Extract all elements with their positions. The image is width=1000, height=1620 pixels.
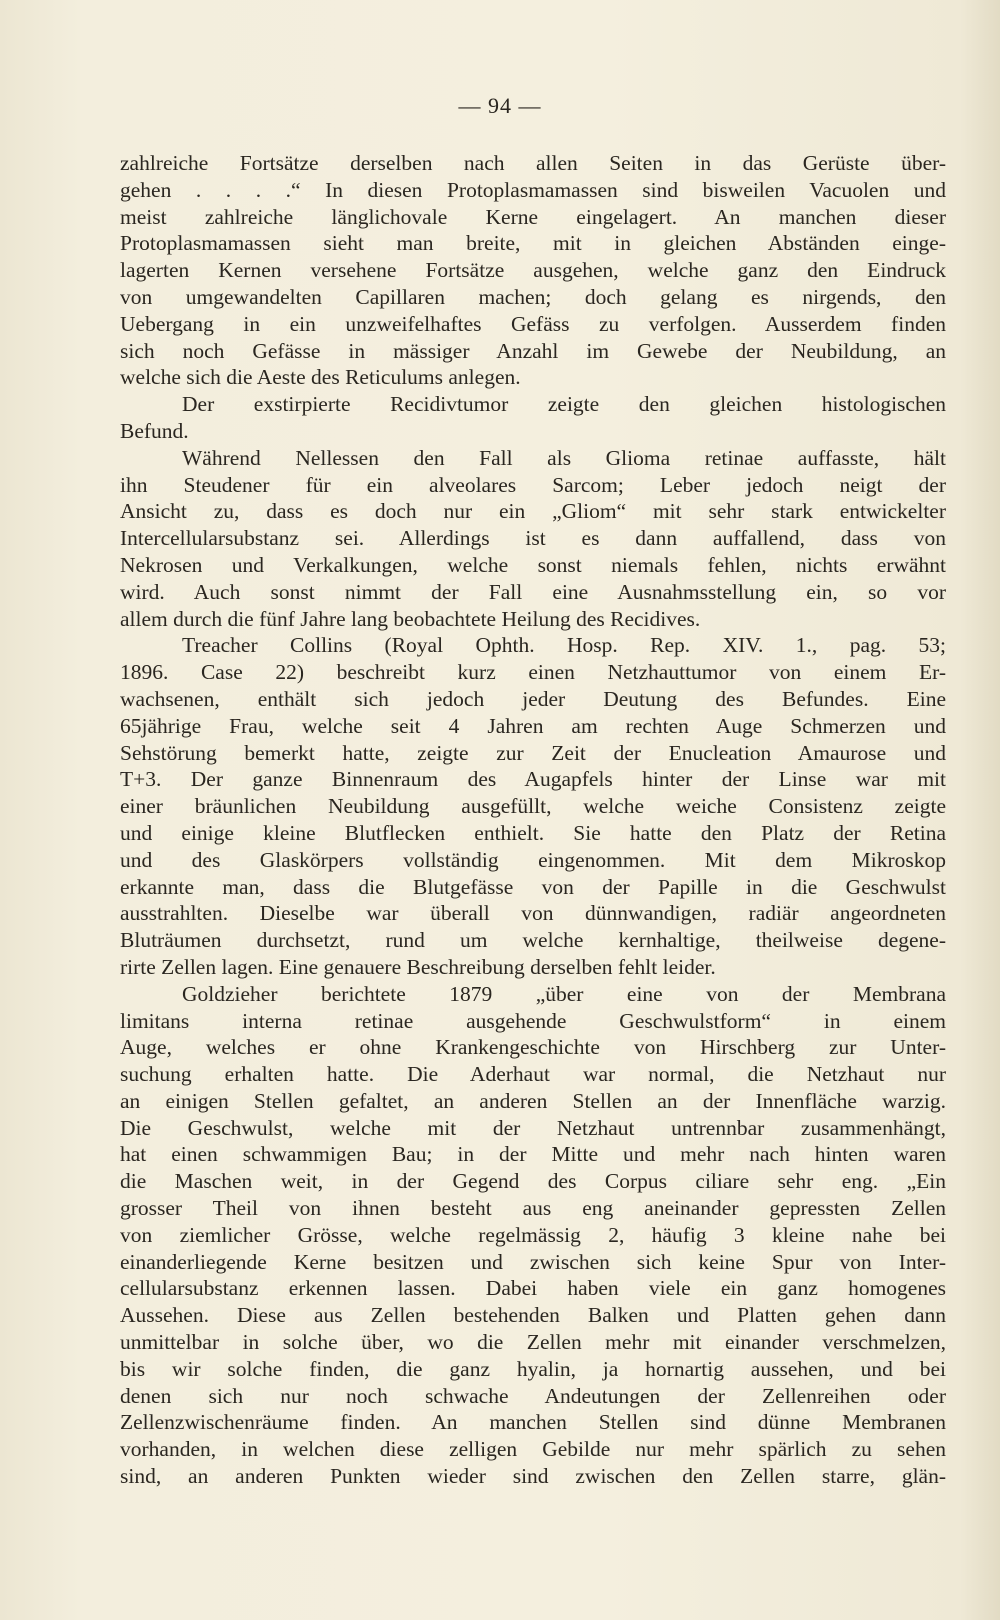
- text-line: wird. Auch sonst nimmt der Fall eine Ausnahmsstellung ein, so vor: [120, 579, 946, 604]
- page-number: — 94 —: [458, 93, 542, 118]
- text-line: und des Glaskörpers vollständig eingenommen. Mit dem Mikroskop: [120, 847, 946, 872]
- text-line: Befund.: [120, 418, 189, 443]
- text-line: und einige kleine Blutflecken enthielt. Sie hatte den Platz der Retina: [120, 820, 946, 845]
- text-line: sind, an anderen Punkten wieder sind zwischen den Zellen starre, glän-: [120, 1464, 946, 1489]
- text-line: 65jährige Frau, welche seit 4 Jahren am rechten Auge Schmerzen und: [120, 713, 946, 738]
- text-line: ihn Steudener für ein alveolares Sarcom; Leber jedoch neigt der: [120, 472, 946, 497]
- text-line: Intercellularsubstanz sei. Allerdings ist es dann auffallend, dass von: [120, 526, 946, 551]
- text-line: gehen . . . .“ In diesen Protoplasmamassen sind bisweilen Vacuolen und: [120, 177, 946, 202]
- text-line: Goldzieher berichtete 1879 „über eine von der Membrana: [182, 981, 946, 1006]
- text-line: sich noch Gefässe in mässiger Anzahl im Gewebe der Neubildung, an: [120, 338, 946, 363]
- text-line: einer bräunlichen Neubildung ausgefüllt, welche weiche Consistenz zeigte: [120, 794, 946, 819]
- text-line: ausstrahlten. Dieselbe war überall von dünnwandigen, radiär angeordneten: [120, 901, 946, 926]
- text-line: rirte Zellen lagen. Eine genauere Beschreibung derselben fehlt leider.: [120, 954, 716, 979]
- text-line: Die Geschwulst, welche mit der Netzhaut untrennbar zusammenhängt,: [120, 1115, 946, 1140]
- text-line: unmittelbar in solche über, wo die Zellen mehr mit einander verschmelzen,: [120, 1330, 946, 1355]
- text-line: vorhanden, in welchen diese zelligen Gebilde nur mehr spärlich zu sehen: [120, 1437, 946, 1462]
- text-line: bis wir solche finden, die ganz hyalin, ja hornartig aussehen, und bei: [120, 1356, 946, 1381]
- text-line: an einigen Stellen gefaltet, an anderen Stellen an der Innenfläche warzig.: [120, 1088, 946, 1113]
- text-line: hat einen schwammigen Bau; in der Mitte und mehr nach hinten waren: [120, 1142, 946, 1167]
- text-line: erkannte man, dass die Blutgefässe von der Papille in die Geschwulst: [120, 874, 946, 899]
- text-line: die Maschen weit, in der Gegend des Corpus ciliare sehr eng. „Ein: [120, 1169, 946, 1194]
- text-line: Uebergang in ein unzweifelhaftes Gefäss zu verfolgen. Ausserdem finden: [120, 311, 946, 336]
- text-line: von ziemlicher Grösse, welche regelmässig 2, häufig 3 kleine nahe bei: [120, 1222, 946, 1247]
- text-line: limitans interna retinae ausgehende Geschwulstform“ in einem: [120, 1008, 946, 1033]
- text-line: meist zahlreiche länglichovale Kerne eingelagert. An manchen dieser: [120, 204, 946, 229]
- text-line: Treacher Collins (Royal Ophth. Hosp. Rep. XIV. 1., pag. 53;: [182, 633, 946, 658]
- text-line: grosser Theil von ihnen besteht aus eng aneinander gepressten Zellen: [120, 1196, 946, 1221]
- text-line: T+3. Der ganze Binnenraum des Augapfels hinter der Linse war mit: [120, 767, 946, 792]
- text-line: von umgewandelten Capillaren machen; doch gelang es nirgends, den: [120, 284, 946, 309]
- text-line: Ansicht zu, dass es doch nur ein „Gliom“ mit sehr stark entwickelter: [120, 499, 946, 524]
- text-line: Protoplasmamassen sieht man breite, mit in gleichen Abständen einge-: [120, 231, 946, 256]
- text-line: suchung erhalten hatte. Die Aderhaut war normal, die Netzhaut nur: [120, 1062, 946, 1087]
- text-line: Der exstirpierte Recidivtumor zeigte den gleichen histologischen: [182, 392, 946, 417]
- text-line: allem durch die fünf Jahre lang beobachtete Heilung des Recidives.: [120, 606, 701, 631]
- text-line: Bluträumen durchsetzt, rund um welche kernhaltige, theilweise degene-: [120, 928, 946, 953]
- text-line: Auge, welches er ohne Krankengeschichte von Hirschberg zur Unter-: [120, 1035, 946, 1060]
- text-line: 1896. Case 22) beschreibt kurz einen Netzhauttumor von einem Er-: [120, 660, 946, 685]
- text-line: cellularsubstanz erkennen lassen. Dabei haben viele ein ganz homogenes: [120, 1276, 946, 1301]
- text-line: denen sich nur noch schwache Andeutungen der Zellenreihen oder: [120, 1383, 946, 1408]
- text-line: einanderliegende Kerne besitzen und zwischen sich keine Spur von Inter-: [120, 1249, 946, 1274]
- text-line: lagerten Kernen versehene Fortsätze ausgehen, welche ganz den Eindruck: [120, 258, 946, 283]
- text-line: welche sich die Aeste des Reticulums anlegen.: [120, 365, 521, 390]
- text-line: zahlreiche Fortsätze derselben nach allen Seiten in das Gerüste über-: [120, 151, 946, 175]
- body-text: [120, 150, 946, 1490]
- text-line: Während Nellessen den Fall als Glioma retinae auffasste, hält: [182, 445, 946, 470]
- text-line: Aussehen. Diese aus Zellen bestehenden Balken und Platten gehen dann: [120, 1303, 946, 1328]
- text-line: wachsenen, enthält sich jedoch jeder Deutung des Befundes. Eine: [120, 686, 946, 711]
- text-line: Nekrosen und Verkalkungen, welche sonst niemals fehlen, nichts erwähnt: [120, 552, 946, 577]
- text-line: Sehstörung bemerkt hatte, zeigte zur Zeit der Enucleation Amaurose und: [120, 740, 946, 765]
- text-line: Zellenzwischenräume finden. An manchen Stellen sind dünne Membranen: [120, 1410, 946, 1435]
